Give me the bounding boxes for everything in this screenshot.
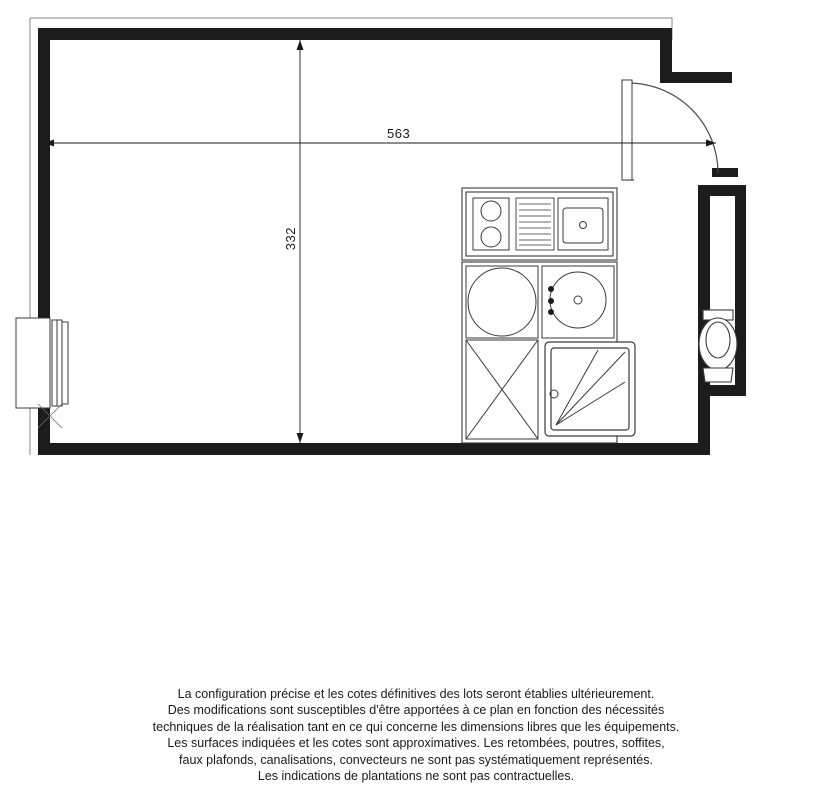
basin-taps [548, 286, 554, 315]
kitchen-sink [558, 198, 608, 250]
door-leaf [622, 80, 632, 180]
wall-structure [38, 28, 746, 455]
legal-line-2: Des modifications sont susceptibles d'être apportées à ce plan en fonction des nécessités [167, 703, 665, 718]
legal-line-4: Les surfaces indiquées et les cotes sont approximatives. Les retombées, poutres, soffites, [167, 736, 665, 751]
legal-disclaimer [0, 686, 832, 784]
legal-line-5: faux plafonds, canalisations, convecteurs ne sont pas systématiquement représentés. [179, 752, 653, 767]
washing-machine [466, 266, 538, 338]
cooktop [473, 198, 509, 250]
window [16, 318, 68, 408]
dimension-label-vertical: 332 [283, 222, 298, 255]
legal-line-3: techniques de la réalisation tant en ce qui concerne les dimensions libres que les équipements. [152, 719, 680, 734]
dimension-label-horizontal: 563 [382, 126, 415, 141]
legal-line-1: La configuration précise et les cotes définitives des lots seront établies ultérieurement. [177, 687, 655, 701]
legal-line-6: Les indications de plantations ne sont pas contractuelles. [257, 769, 575, 784]
entry-door [626, 83, 718, 180]
